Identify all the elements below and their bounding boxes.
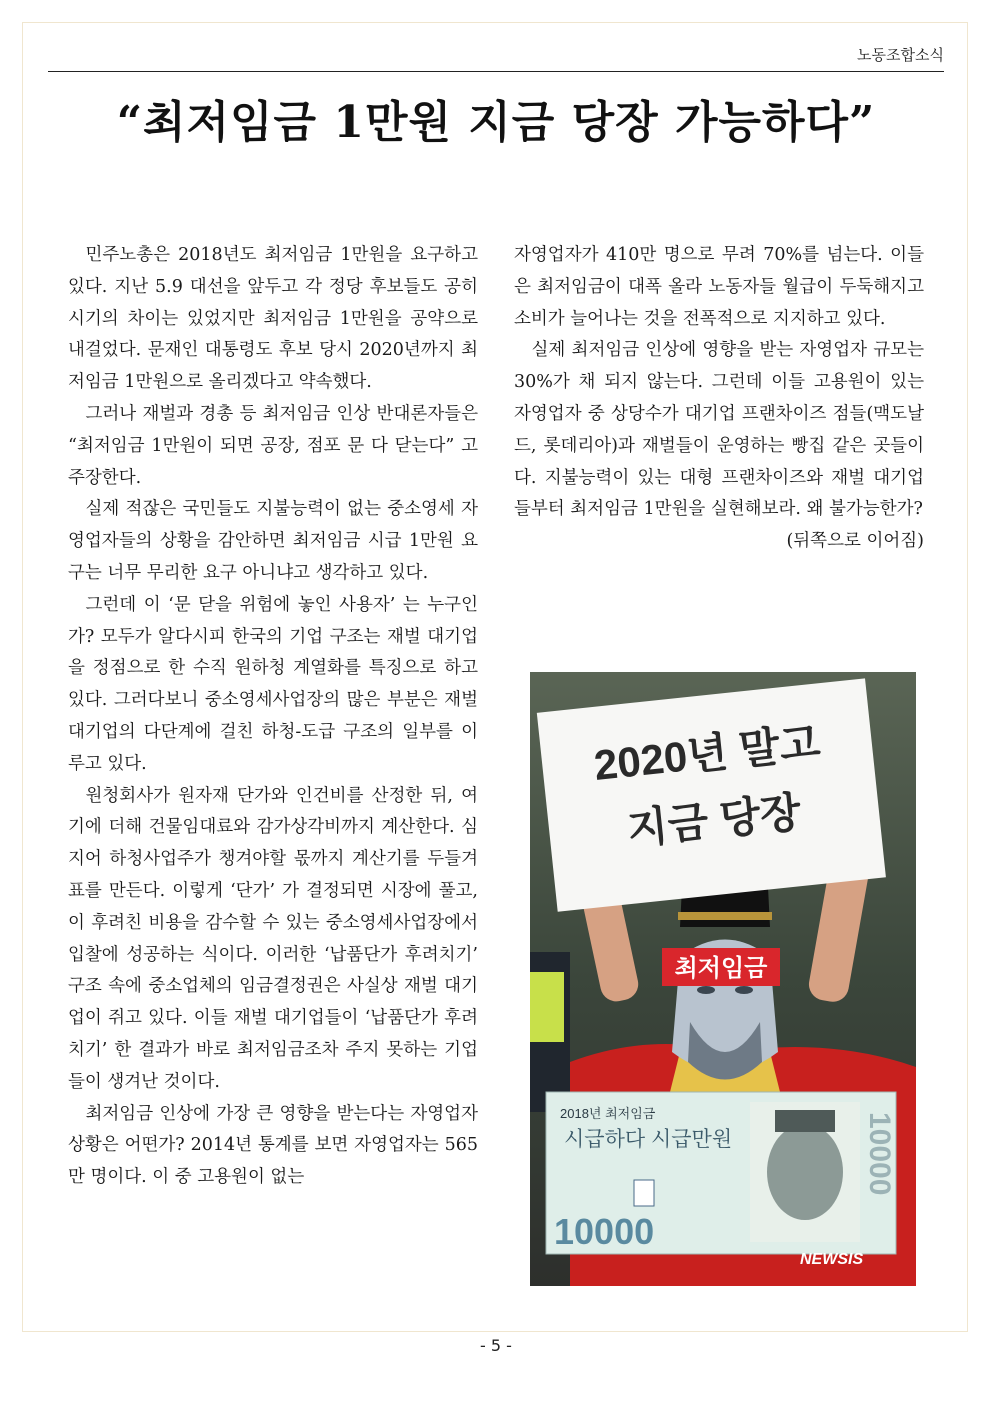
- article-right-column: [514, 240, 924, 558]
- banknote-slogan: 시급하다 시급만원: [564, 1128, 733, 1151]
- protest-photo: [530, 672, 916, 1286]
- protest-sign: [537, 678, 886, 911]
- article-left-column: [68, 240, 478, 1194]
- banknote-flag: [634, 1180, 654, 1206]
- paragraph: 실제 적잖은 국민들도 지불능력이 없는 중소영세 자영업자들의 상황을 감안하면 최저임금 시급 1만원 요구는 너무 무리한 요구 아니냐고 생각하고 있다.: [68, 499, 478, 583]
- headband-text: 최저임금: [674, 955, 768, 982]
- mask-eye-right: [735, 986, 753, 994]
- sign-line-2: 지금 당장: [625, 787, 803, 853]
- paragraph: 자영업자가 410만 명으로 무려 70%를 넘는다. 이들은 최저임금이 대폭 올라 노동자들 월급이 두둑해지고 소비가 늘어나는 것을 전폭적으로 지지하고 있다.: [514, 245, 924, 329]
- paragraph: 민주노총은 2018년도 최저임금 1만원을 요구하고 있다. 지난 5.9 대선을 앞두고 각 정당 후보들도 공히 시기의 차이는 있었지만 최저임금 1만원을 공약으로 내걸었다. 문재인 대통령도 후보 당시 2020년까지 최저임금 1만원으로 올리겠다고 약속했다.: [68, 245, 478, 393]
- newsis-watermark: NEWSIS: [800, 1251, 864, 1268]
- page-number: - 5 -: [480, 1336, 512, 1355]
- article-title: “최저임금 1만원 지금 당장 가능하다”: [116, 97, 876, 148]
- header-rule: [48, 71, 944, 72]
- banknote-portrait: [767, 1124, 843, 1220]
- banknote-value: 10000: [554, 1211, 655, 1252]
- paragraph: 그러나 재벌과 경총 등 최저임금 인상 반대론자들은 “최저임금 1만원이 되면 공장, 점포 문 다 닫는다” 고 주장한다.: [68, 403, 478, 488]
- banknote-year: 2018년 최저임금: [560, 1106, 656, 1121]
- paragraph: 원청회사가 원자재 단가와 인건비를 산정한 뒤, 여기에 더해 건물임대료와 감가상각비까지 계산한다. 심지어 하청사업주가 챙겨야할 몫까지 계산기를 두들겨 표를 만든다. 이렇게 ‘단가’ 가 결정되면 시장에 풀고, 이 후려친 비용을 감수할 수 있는 중소영세사업장에서 입찰에 성공하는 식이다. 이러한 ‘납품단가 후려치기’ 구조 속에 중소업체의 임금결정권은 사실상 재벌 대기업이 쥐고 있다. 이들 재벌 대기업들이 ‘납품단가 후려치기’ 한 결과가 바로 최저임금조차 주지 못하는 기업들이 생겨난 것이다.: [68, 785, 478, 1092]
- paragraph: 최저임금 인상에 가장 큰 영향을 받는다는 자영업자 상황은 어떤가? 2014년 통계를 보면 자영업자는 565만 명이다. 이 중 고용원이 없는: [68, 1103, 478, 1188]
- mask-eye-left: [697, 986, 715, 994]
- paragraph: 실제 최저임금 인상에 영향을 받는 자영업자 규모는 30%가 채 되지 않는다. 그런데 이들 고용원이 있는 자영업자 중 상당수가 대기업 프랜차이즈 점들(맥도날드, 롯데리아)과 재벌들이 운영하는 빵집 같은 곳들이다. 지불능력이 있는 대형 프랜차이즈와 재벌 대기업들부터 최저임금 1만원을 실현해보라. 왜 불가능한가?: [514, 340, 924, 520]
- banknote-crown: [775, 1110, 835, 1132]
- banknote-side-value: 10000: [863, 1112, 896, 1196]
- police-vest: [530, 972, 564, 1042]
- continued-note: (뒤쪽으로 이어짐): [786, 531, 924, 552]
- paragraph: 그런데 이 ‘문 닫을 위험에 놓인 사용자’ 는 누구인가? 모두가 알다시피 한국의 기업 구조는 재벌 대기업을 정점으로 한 수직 원하청 계열화를 특징으로 하고 있다. 그러다보니 중소영세사업장의 많은 부분은 재벌 대기업의 다단계에 걸친 하청-도급 구조의 일부를 이루고 있다.: [68, 594, 478, 774]
- crown-band: [678, 912, 772, 920]
- section-label: 노동조합소식: [857, 46, 944, 64]
- sign-line-1: 2020년 말고: [591, 718, 823, 789]
